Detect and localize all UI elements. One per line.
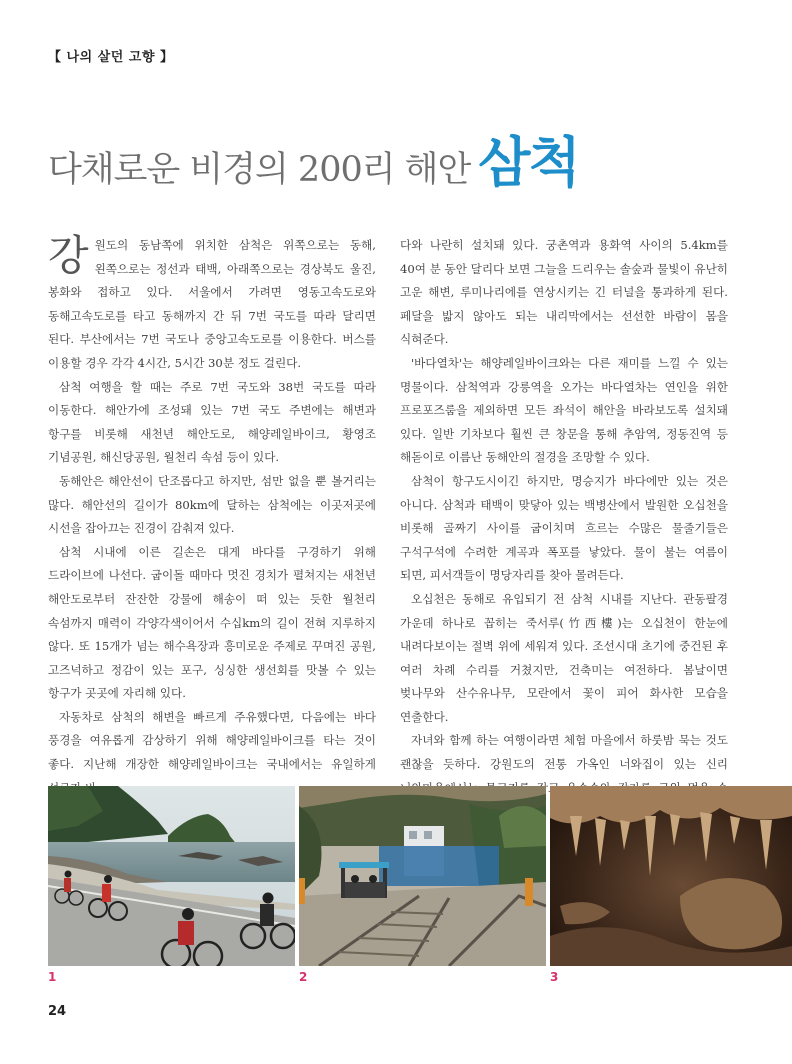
- photo-caption-number: 3: [550, 970, 559, 984]
- title-main: 다채로운 비경의 200리 해안: [48, 150, 471, 190]
- dropcap: 강: [48, 231, 89, 280]
- article-paragraph: [48, 231, 376, 376]
- article-paragraph: 오십천은 동해로 유입되기 전 삼척 시내를 지난다. 관동팔경 가운데 하나로 꼽히는 죽서루(竹西樓)는 오십천이 한눈에 내려다보이는 절벽 위에 세워져 있다. 조선시대 초기에 중건된 후 여러 차례 수리를 거쳤지만, 건축미는 여전하다. 봄날이면 벚나무와 산수유나무, 모란에서 꽃이 피어 화사한 모습을 연출한다.: [400, 591, 728, 724]
- page-title: [48, 120, 579, 197]
- article-paragraph: 자녀와 함께 하는 여행이라면 체험 마을에서 하룻밤 묵는 것도 괜찮을 듯하다. 강원도의 전통 가옥인 너와집이 있는 신리 잡고: [400, 733, 728, 795]
- photo-caption-number: 2: [299, 970, 308, 984]
- photo-rail-bike: [299, 786, 546, 966]
- article-paragraph: 자동차로 삼척의 해변을 빠르게 주유했다면, 다음에는 바다 풍경을 여유롭게 감상하기 위해 해양레일바이크를 타는 것이 좋다. 지난해 개장한 해양레일바이크는 국내에서는 유일하게: [48, 709, 376, 772]
- paragraph-text: 원도의 동남쪽에 위치한 삼척은 위쪽으로는 동해, 왼쪽으로는 정선과 태백, 아래쪽으로는 경상북도 울진, 봉화와 접하고 있다. 서울에서 가려면 영동고속도로와 동해고속도로를 타고 동해까지 간 뒤 7번 국도를 따라 달리면 된다. 부산에서는 7번 국도나 중앙고속도로를 이용한다. 버스를 이용할 경우 각각 4시간, 5시간 30분 정도 걸린다.: [48, 238, 376, 370]
- article-column-left: [48, 231, 376, 800]
- article-column-right: [400, 234, 728, 824]
- section-label: 【 나의 살던 고향 】: [48, 50, 174, 65]
- photo-caption-number: 1: [48, 970, 57, 984]
- photo-coastal-road: [48, 786, 295, 966]
- article-paragraph: 동해안은 해안선이 단조롭다고 하지만, 섬만 없을 뿐 볼거리는 많다. 해안선의 길이가 80km에 달하는 삼척에는 이곳저곳에 시선을 잡아끄는 진경이 감춰져 있다.: [48, 473, 376, 536]
- article-paragraph: 삼척이 항구도시이긴 하지만, 명승지가 바다에만 있는 것은 아니다. 삼척과 태백이 맞닿아 있는 백병산에서 발원한 오십천을 비롯해 골짜기 사이를 굽이치며 흐르는 수많은 물줄기들은 구석구석에 수려한 계곡과 폭포를 낳았다. 물이 불는 여름이 되면, 피서객들이 명당자리를 찾아 몰려든다.: [400, 473, 728, 583]
- article-paragraph: 삼척 시내에 이른 길손은 대게 바다를 구경하기 위해 드라이브에 나선다. 굽이돌 때마다 멋진 경치가 펼쳐지는 새천년 해안도로부터 잔잔한 강물에 해송이 떠 있는 듯한 월천리 속섬까지 매력이 각양각색이어서 수십km의 길이 전혀 지루하지 않다. 또 15개가 넘는 해수욕장과 흥미로운 주제로 꾸며진 공원, 고즈넉하고 정감이 있는 포구, 싱싱한 생선회를 맛볼 수 있는 항구가 곳곳에 자리해 있다.: [48, 544, 376, 701]
- article-paragraph: 삼척 여행을 할 때는 주로 7번 국도와 38번 국도를 따라 이동한다. 해안가에 조성돼 있는 7번 국도 주변에는 해변과 항구를 비롯해 새천년 해안도로, 해양레일바이크, 황영조 기념공원, 해신당공원, 월천리 속섬 등이 있다.: [48, 379, 376, 465]
- article-paragraph: 다와 나란히 설치돼 있다. 궁촌역과 용화역 사이의 5.4km를 40여 분 동안 달리다 보면 그늘을 드리우는 솔숲과 물빛이 유난히 고운 해변, 루미나리에를 연상시키는 긴 터널을 통과하게 된다. 페달을 밟지 않아도 되는 내리막에서는 선선한 바람이 몸을 식혀준다.: [400, 238, 728, 347]
- title-accent: 삼척: [478, 131, 579, 194]
- page-number: 24: [48, 1004, 67, 1019]
- article-paragraph: '바다열차'는 해양레일바이크와는 다른 재미를 느낄 수 있는 명물이다. 삼척역과 강릉역을 오가는 바다열차는 연인을 위한 프로포즈룸을 제외하면 모든 좌석이 해안을 바라보도록 설치돼 있다. 일반 기차보다 훨씬 큰 창문을 통해 추암역, 정동진역 등 해돋이로 이름난 동해안의 절경을 조망할 수 있다.: [400, 355, 728, 465]
- photo-cave: [550, 786, 792, 966]
